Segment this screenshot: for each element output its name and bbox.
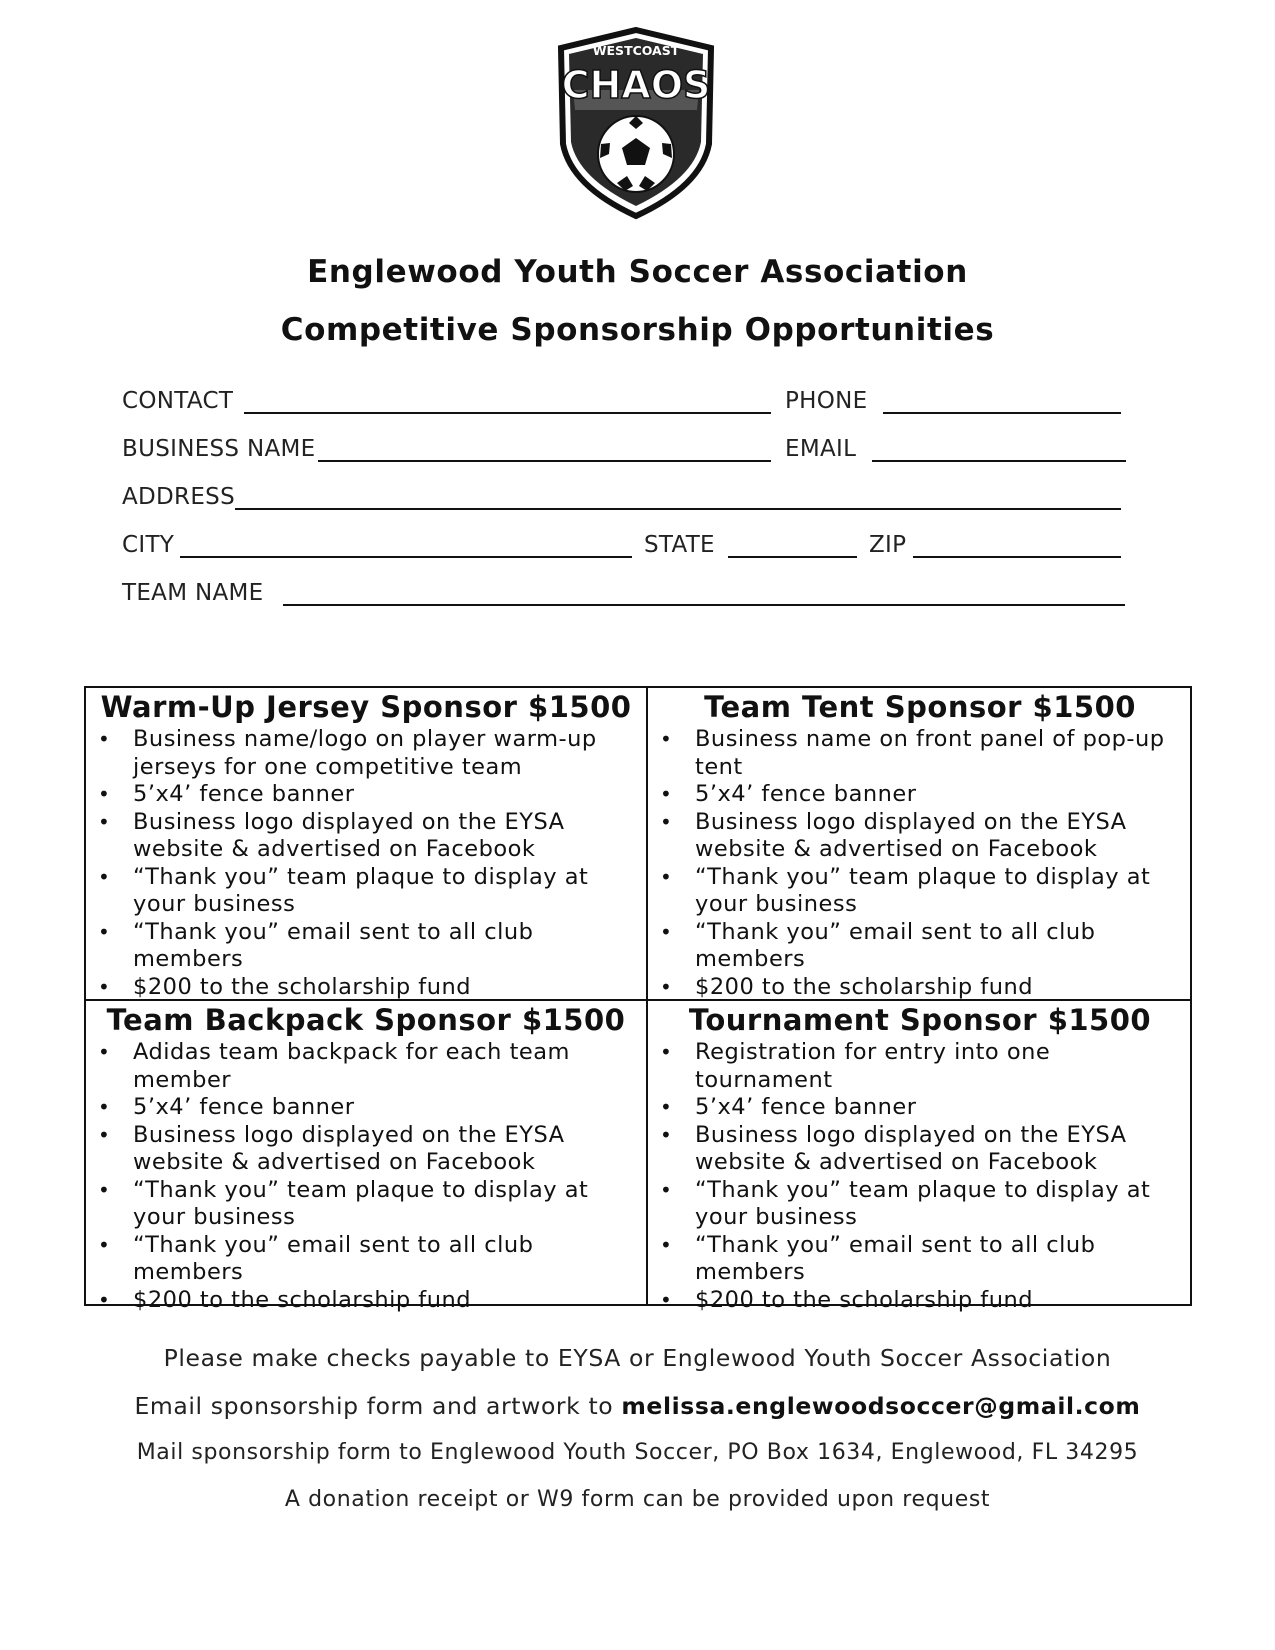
address-label: ADDRESS — [122, 484, 235, 510]
email-note — [0, 1392, 1275, 1420]
state-field[interactable] — [728, 556, 857, 558]
sponsor-cell-team-tent — [648, 688, 1192, 999]
benefit-list — [648, 1039, 1192, 1314]
address-row — [122, 484, 1132, 516]
sponsorship-table — [84, 686, 1192, 1313]
business-row — [122, 436, 1132, 468]
contact-email-link[interactable]: melissa.englewoodsoccer@gmail.com — [621, 1392, 1141, 1420]
benefit-item: • “Thank you” team plaque to display at your business — [86, 864, 646, 919]
benefit-item: • 5’x4’ fence banner — [648, 781, 1192, 809]
email-field[interactable] — [872, 460, 1126, 462]
sponsor-cell-warmup-jersey — [86, 688, 646, 999]
benefit-item: • $200 to the scholarship fund — [86, 974, 646, 1002]
page-subtitle: Competitive Sponsorship Opportunities — [280, 312, 995, 348]
benefit-item: • Registration for entry into one tournament — [648, 1039, 1192, 1094]
benefit-item: • Business logo displayed on the EYSA website & advertised on Facebook — [648, 1122, 1192, 1177]
benefit-item: • “Thank you” email sent to all club members — [648, 919, 1192, 974]
zip-label: ZIP — [869, 532, 907, 558]
benefit-item: • $200 to the scholarship fund — [648, 974, 1192, 1002]
sponsor-cell-tournament — [648, 1001, 1192, 1313]
sponsor-title: Warm-Up Jersey Sponsor $1500 — [100, 690, 632, 724]
contact-label: CONTACT — [122, 388, 234, 414]
business-name-label: BUSINESS NAME — [122, 436, 316, 462]
benefit-item: • “Thank you” email sent to all club members — [86, 919, 646, 974]
club-logo — [551, 26, 721, 221]
page-title: Englewood Youth Soccer Association — [307, 254, 968, 290]
benefit-item: • “Thank you” team plaque to display at your business — [648, 864, 1192, 919]
sponsor-title: Tournament Sponsor $1500 — [688, 1003, 1152, 1037]
logo-top-text: WESTCOAST — [592, 43, 680, 58]
benefit-item: • “Thank you” team plaque to display at your business — [648, 1177, 1192, 1232]
benefit-item: • $200 to the scholarship fund — [648, 1287, 1192, 1315]
team-name-label: TEAM NAME — [122, 580, 264, 606]
email-label: EMAIL — [785, 436, 857, 462]
benefit-item: • Business logo displayed on the EYSA website & advertised on Facebook — [86, 809, 646, 864]
state-label: STATE — [644, 532, 715, 558]
benefit-item: • 5’x4’ fence banner — [648, 1094, 1192, 1122]
benefit-item: • Adidas team backpack for each team member — [86, 1039, 646, 1094]
logo-main-text: CHAOS — [561, 63, 711, 107]
benefit-item: • “Thank you” email sent to all club members — [86, 1232, 646, 1287]
zip-field[interactable] — [913, 556, 1121, 558]
team-name-field[interactable] — [283, 604, 1125, 606]
city-row — [122, 532, 1132, 564]
phone-label: PHONE — [785, 388, 868, 414]
contact-field[interactable] — [244, 412, 771, 414]
benefit-item: • Business name on front panel of pop-up tent — [648, 726, 1192, 781]
benefit-item: • 5’x4’ fence banner — [86, 781, 646, 809]
sponsor-title: Team Backpack Sponsor $1500 — [106, 1003, 626, 1037]
city-label: CITY — [122, 532, 175, 558]
benefit-list — [86, 726, 646, 1001]
benefit-item: • Business name/logo on player warm-up jerseys for one competitive team — [86, 726, 646, 781]
address-field[interactable] — [235, 508, 1121, 510]
benefit-item: • $200 to the scholarship fund — [86, 1287, 646, 1315]
sponsor-cell-team-backpack — [86, 1001, 646, 1313]
soccer-ball-icon — [598, 116, 674, 192]
city-field[interactable] — [180, 556, 632, 558]
benefit-item: • Business logo displayed on the EYSA website & advertised on Facebook — [86, 1122, 646, 1177]
benefit-item: • 5’x4’ fence banner — [86, 1094, 646, 1122]
benefit-item: • “Thank you” team plaque to display at your business — [86, 1177, 646, 1232]
benefit-item: • Business logo displayed on the EYSA website & advertised on Facebook — [648, 809, 1192, 864]
mail-note: Mail sponsorship form to Englewood Youth Soccer, PO Box 1634, Englewood, FL 34295 — [136, 1440, 1139, 1465]
business-name-field[interactable] — [318, 460, 771, 462]
contact-row — [122, 388, 1132, 420]
phone-field[interactable] — [883, 412, 1121, 414]
email-note-prefix: Email sponsorship form and artwork to — [134, 1392, 622, 1420]
benefit-list — [86, 1039, 646, 1314]
sponsor-title: Team Tent Sponsor $1500 — [704, 690, 1136, 724]
benefit-list — [648, 726, 1192, 1001]
team-name-row — [122, 580, 1132, 612]
checks-note: Please make checks payable to EYSA or Englewood Youth Soccer Association — [163, 1344, 1112, 1372]
benefit-item: • “Thank you” email sent to all club members — [648, 1232, 1192, 1287]
receipt-note: A donation receipt or W9 form can be provided upon request — [284, 1487, 991, 1512]
